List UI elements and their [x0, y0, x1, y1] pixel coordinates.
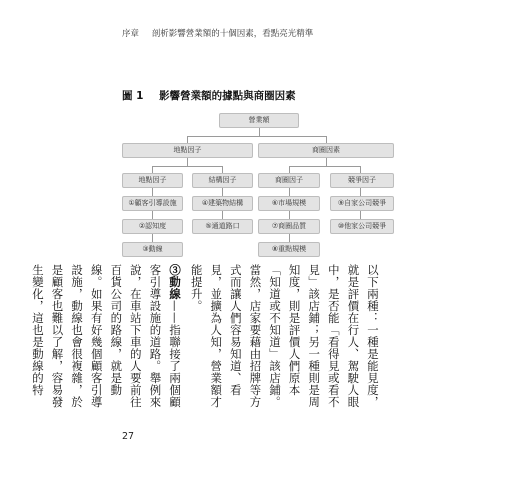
page-number: 27: [122, 431, 135, 442]
paragraph: [27, 264, 184, 414]
competition-factor-box: 競爭因子: [330, 173, 394, 188]
trade-area-factor-box: 商圈因素: [258, 143, 394, 158]
figure-caption: 影響營業額的據點與商圈因素: [159, 90, 296, 102]
location-factor-box: 地點因子: [122, 143, 253, 158]
factor-item: ⑨自家公司競爭: [330, 196, 394, 211]
term-heading: ③動線: [168, 264, 183, 300]
factor-item: ③動線: [122, 242, 183, 257]
chapter-label: 序章: [122, 29, 140, 39]
term-definition: ——指聯接了兩個顧客引導設施的道路。舉例來說，在車站下車的人要前往百貨公司的路線，就是動線。如果有好幾個顧客引導設施，動線也會很複雜，於是顧客也難以了解，容易發生變化，這也是動線的特: [30, 264, 183, 408]
factor-item: ⑧重點規模: [258, 242, 320, 257]
connector: [187, 136, 188, 143]
root-box: 營業額: [219, 113, 299, 128]
factor-item: ⑩他家公司競爭: [330, 219, 394, 234]
trade-subfactor-box: 商圈因子: [258, 173, 320, 188]
running-header: [122, 27, 313, 39]
location-subfactor-box: 地點因子: [122, 173, 183, 188]
connector: [152, 166, 153, 173]
connector: [187, 158, 188, 166]
connector: [360, 166, 361, 173]
factor-item: ⑦商圈品質: [258, 219, 320, 234]
figure-title: [122, 88, 296, 103]
connector: [326, 158, 327, 166]
paragraph: 以下兩種：一種是能見度，就是評價在行人、駕駛人眼中，是否能「看得見或看不見」該店鋪；另一種則是周知度，則是評價人們原本「知道或不知道」該店鋪。當然，店家要藉由招牌等方式而讓人們容易知道、看見，並擴為人知，營業額才能提升。: [189, 264, 380, 408]
connector: [289, 166, 290, 173]
connector: [187, 136, 326, 137]
connector: [259, 128, 260, 136]
chapter-title: 剖析影響營業額的十個因素，看點亮光精準: [151, 29, 314, 39]
factor-item: ⑥市場規模: [258, 196, 320, 211]
body-text: [30, 264, 382, 414]
connector: [152, 166, 222, 167]
factor-item: ④建築物結構: [192, 196, 253, 211]
figure-number: 圖 1: [122, 90, 144, 102]
structure-factor-box: 結構因子: [192, 173, 253, 188]
connector: [222, 166, 223, 173]
factor-item: ②認知度: [122, 219, 183, 234]
connector: [289, 166, 360, 167]
factor-item: ⑤通道路口: [192, 219, 253, 234]
connector: [326, 136, 327, 143]
factor-item: ①顧客引導設施: [122, 196, 183, 211]
